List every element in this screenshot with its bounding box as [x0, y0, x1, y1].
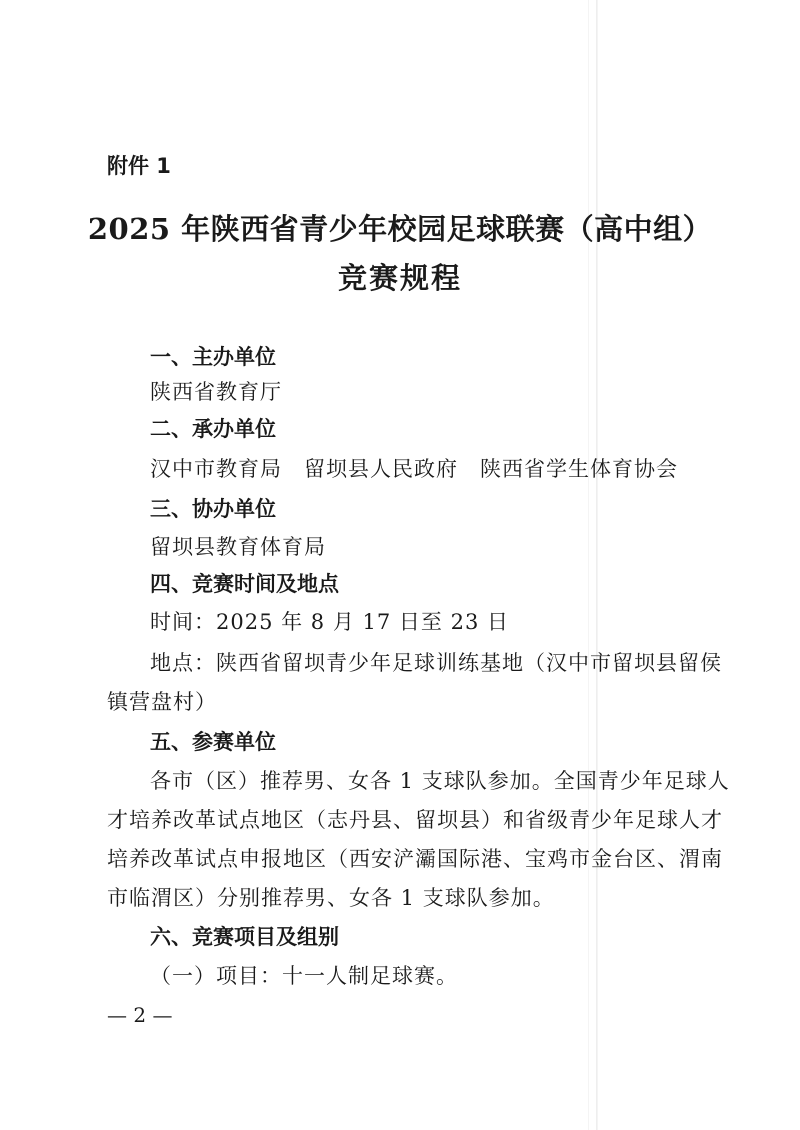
event-item-1: （一）项目：十一人制足球赛。 — [150, 964, 458, 988]
co-organizer-text: 留坝县教育体育局 — [150, 535, 326, 559]
attachment-label: 附件 1 — [107, 154, 171, 178]
competition-place-line2: 镇营盘村） — [107, 690, 217, 714]
section-heading-organizer: 一、主办单位 — [150, 345, 276, 369]
section-heading-participants: 五、参赛单位 — [150, 730, 276, 754]
section-heading-events: 六、竞赛项目及组别 — [150, 925, 339, 949]
page-number: — 2 — — [107, 1003, 173, 1027]
participants-line1: 各市（区）推荐男、女各 1 支球队参加。全国青少年足球人 — [150, 769, 730, 793]
scan-fold-line-faint — [588, 0, 589, 1130]
document-title-line2: 竞赛规程 — [337, 261, 462, 295]
participants-line4: 市临渭区）分别推荐男、女各 1 支球队参加。 — [107, 886, 555, 910]
competition-place-line1: 地点：陕西省留坝青少年足球训练基地（汉中市留坝县留侯 — [150, 651, 722, 675]
competition-time-text: 时间：2025 年 8 月 17 日至 23 日 — [150, 610, 509, 634]
organizer-text: 陕西省教育厅 — [150, 380, 282, 404]
section-heading-co-organizer: 三、协办单位 — [150, 497, 276, 521]
participants-line3: 培养改革试点申报地区（西安浐灞国际港、宝鸡市金台区、渭南 — [107, 847, 723, 871]
scan-fold-line — [596, 0, 598, 1130]
host-text: 汉中市教育局 留坝县人民政府 陕西省学生体育协会 — [150, 457, 678, 481]
section-heading-time-place: 四、竞赛时间及地点 — [150, 572, 339, 596]
participants-line2: 才培养改革试点地区（志丹县、留坝县）和省级青少年足球人才 — [107, 808, 723, 832]
section-heading-host: 二、承办单位 — [150, 417, 276, 441]
document-title-line1: 2025 年陕西省青少年校园足球联赛（高中组） — [87, 212, 713, 246]
